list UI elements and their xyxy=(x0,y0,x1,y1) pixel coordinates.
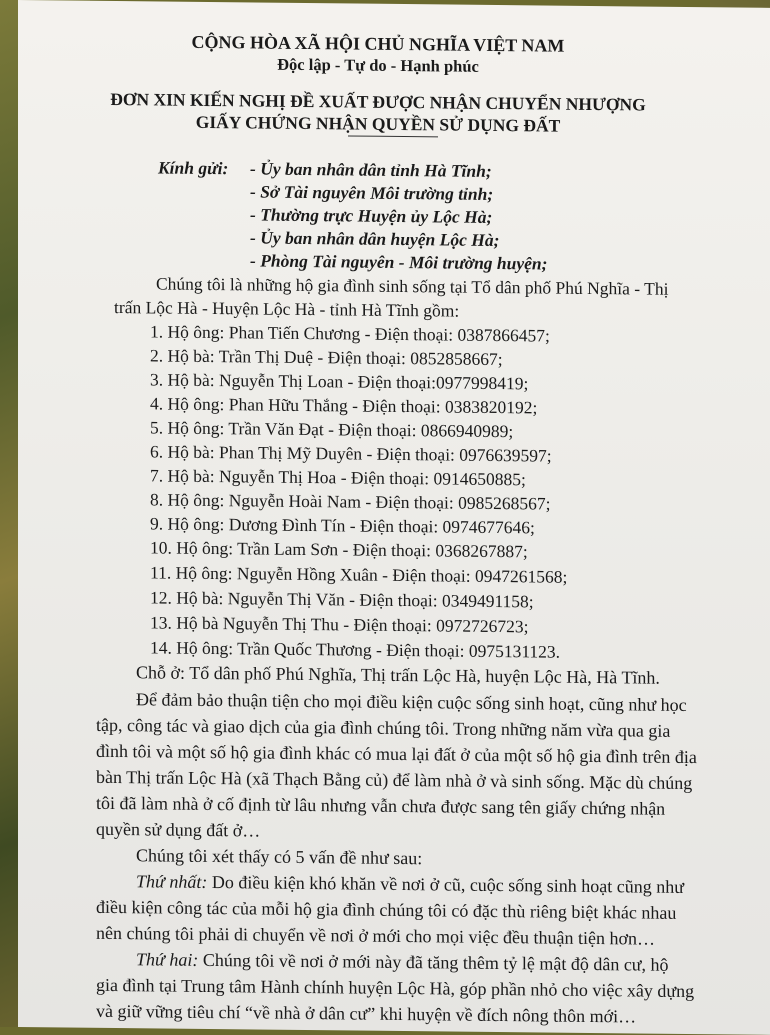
household-item: 4. Hộ ông: Phan Hữu Thắng - Điện thoại: 0383820192; xyxy=(150,393,538,418)
nation-heading: CỘNG HÒA XÃ HỘI CHỦ NGHĨA VIỆT NAM xyxy=(191,31,565,56)
household-item: 6. Hộ bà: Phan Thị Mỹ Duyên - Điện thoại: 0976639597; xyxy=(150,441,552,466)
household-item: 11. Hộ ông: Nguyễn Hồng Xuân - Điện thoại: 0947261568; xyxy=(150,562,568,587)
paragraph1-line: Để đảm bảo thuận tiện cho mọi điều kiện cuộc sống sinh hoạt, cũng như học xyxy=(136,689,687,716)
paragraph1-line: bàn Thị trấn Lộc Hà (xã Thạch Bằng củ) để làm nhà ở và sinh sống. Mặc dù chúng xyxy=(96,766,693,794)
household-item: 3. Hộ bà: Nguyễn Thị Loan - Điện thoại:0977998419; xyxy=(150,369,529,394)
first-point-line: nên chúng tôi phải di chuyển về nơi ở mới cho mọi việc đều thuận tiện hơn… xyxy=(96,922,655,949)
intro-line2: trấn Lộc Hà - Huyện Lộc Hà - tỉnh Hà Tĩnh gồm: xyxy=(114,297,460,321)
recipient-item: - Phòng Tài nguyên - Môi trường huyện; xyxy=(250,250,548,274)
document-title-line1: ĐƠN XIN KIẾN NGHỊ ĐỀ XUẤT ĐƯỢC NHẬN CHUYỂN NHƯỢNG xyxy=(110,88,646,115)
recipient-item: - Ủy ban nhân dân huyện Lộc Hà; xyxy=(250,227,500,251)
first-point-line1 xyxy=(136,871,684,898)
second-point-line: và giữ vững tiêu chí “về nhà ở dân cư” khi huyện về đích nông thôn mới… xyxy=(96,1000,637,1027)
household-item: 7. Hộ bà: Nguyễn Thị Hoa - Điện thoại: 0914650885; xyxy=(150,465,526,490)
household-item: 14. Hộ ông: Trần Quốc Thương - Điện thoại: 0975131123. xyxy=(150,637,561,662)
recipient-item: - Sở Tài nguyên Môi trường tỉnh; xyxy=(250,181,494,204)
recipient-item: - Ủy ban nhân dân tỉnh Hà Tĩnh; xyxy=(250,158,492,181)
second-point-line1 xyxy=(136,949,669,976)
second-point-text: Chúng tôi về nơi ở mới này đã tăng thêm tỷ lệ mật độ dân cư, hộ xyxy=(198,949,669,975)
document-page xyxy=(18,0,770,1035)
motto: Độc lập - Tự do - Hạnh phúc xyxy=(277,54,479,76)
household-item: 13. Hộ bà Nguyễn Thị Thu - Điện thoại: 0972726723; xyxy=(150,612,529,637)
household-item: 10. Hộ ông: Trần Lam Sơn - Điện thoại: 0368267887; xyxy=(150,537,528,562)
intro-line1: Chúng tôi là những hộ gia đình sinh sống tại Tổ dân phố Phú Nghĩa - Thị xyxy=(156,273,669,299)
household-item: 8. Hộ ông: Nguyễn Hoài Nam - Điện thoại: 0985268567; xyxy=(150,489,551,514)
paragraph1-line: tôi đã làm nhà ở cố định từ lâu nhưng vẫn chưa được sang tên giấy chứng nhận xyxy=(96,792,666,819)
recipients-label: Kính gửi: xyxy=(158,157,229,179)
second-point-label: Thứ hai: xyxy=(136,949,199,970)
first-point-line: điều kiện công tác của mỗi hộ gia đình chúng tôi có đặc thù riêng biệt khác nhau xyxy=(96,896,677,923)
first-point-text: Do điều kiện khó khăn về nơi ở cũ, cuộc sống sinh hoạt cũng như xyxy=(207,871,685,897)
household-item: 12. Hộ bà: Nguyễn Thị Văn - Điện thoại: 0349491158; xyxy=(150,587,534,612)
second-point-line: gia đình tại Trung tâm Hành chính huyện Lộc Hà, góp phần nhỏ cho việc xây dựng xyxy=(96,974,695,1002)
household-item: 2. Hộ bà: Trần Thị Duệ - Điện thoại: 0852858667; xyxy=(150,345,503,370)
paragraph1-line: đình tôi và một số hộ gia đình khác có mua lại đất ở của một số hộ gia đình trên địa xyxy=(96,740,697,768)
paragraph1-line: tập, công tác và giao dịch của gia đình chúng tôi. Trong những năm vừa qua gia xyxy=(96,714,671,741)
address-line: Chỗ ở: Tổ dân phố Phú Nghĩa, Thị trấn Lộc Hà, huyện Lộc Hà, Hà Tĩnh. xyxy=(136,662,660,688)
recipient-item: - Thường trực Huyện ủy Lộc Hà; xyxy=(250,204,493,227)
document-title-line2: GIẤY CHỨNG NHẬN QUYỀN SỬ DỤNG ĐẤT xyxy=(195,111,561,136)
title-underline xyxy=(348,135,438,137)
paragraph1-line: quyền sử dụng đất ở… xyxy=(96,818,261,841)
household-item: 5. Hộ ông: Trần Văn Đạt - Điện thoại: 0866940989; xyxy=(150,417,514,442)
issues-intro: Chúng tôi xét thấy có 5 vấn đề như sau: xyxy=(136,845,423,869)
household-item: 1. Hộ ông: Phan Tiến Chương - Điện thoại: 0387866457; xyxy=(150,321,550,346)
first-point-label: Thứ nhất: xyxy=(136,871,208,892)
household-item: 9. Hộ ông: Dương Đình Tín - Điện thoại: 0974677646; xyxy=(150,513,535,538)
